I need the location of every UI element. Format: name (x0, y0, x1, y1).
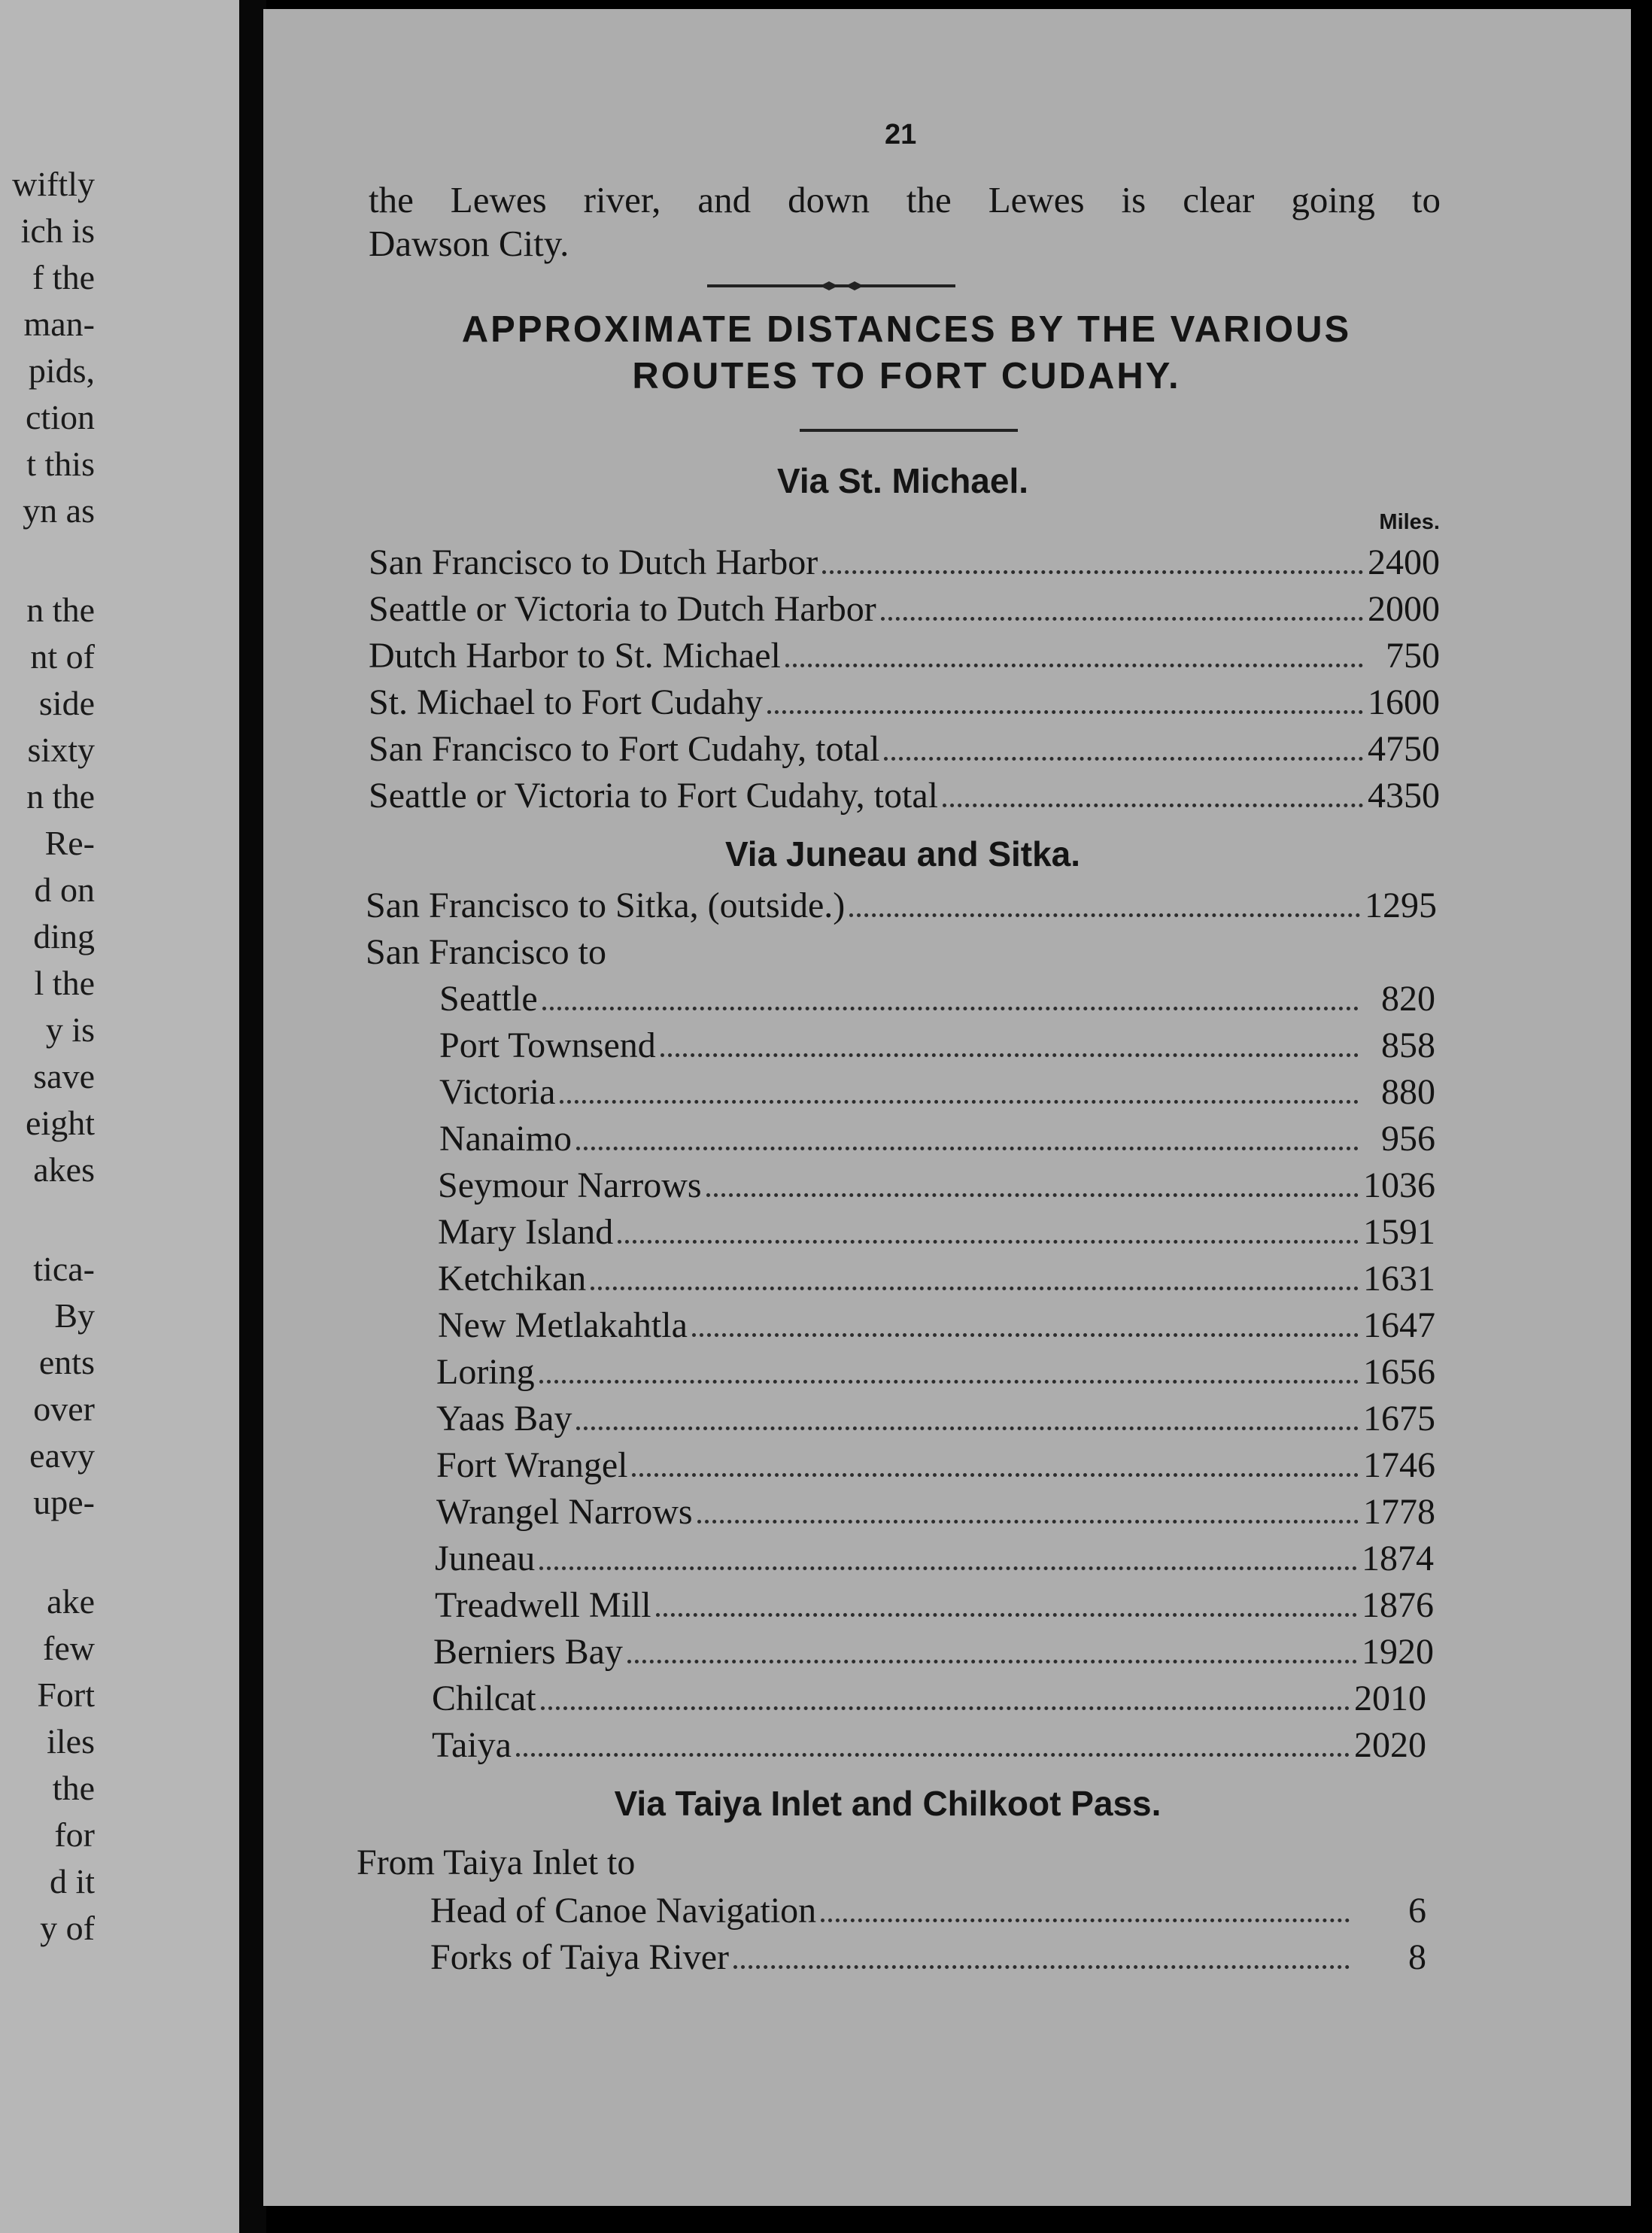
dot-leader (560, 1100, 1359, 1104)
miles-value: 1675 (1363, 1399, 1435, 1439)
dot-leader (660, 1053, 1359, 1057)
book-gutter (239, 0, 266, 2233)
miles-value: 2400 (1368, 542, 1440, 582)
route-label: San Francisco to Sitka, (outside.) (366, 886, 846, 925)
distance-row (369, 588, 1440, 630)
distance-row (439, 978, 1435, 1020)
left-page-line: wiftly (12, 165, 95, 203)
dot-leader (627, 1660, 1357, 1663)
route-label: Head of Canoe Navigation (430, 1891, 817, 1931)
miles-value: 1036 (1363, 1165, 1435, 1205)
dot-leader (943, 804, 1363, 807)
miles-value: 4750 (1368, 729, 1440, 769)
route-label: Seattle or Victoria to Fort Cudahy, total (369, 776, 938, 816)
left-page-line: eavy (29, 1436, 95, 1475)
route-label: Yaas Bay (436, 1399, 572, 1439)
left-page-line: Fort (37, 1676, 95, 1714)
left-page-line: save (33, 1057, 95, 1095)
left-page-line: ents (38, 1343, 95, 1381)
miles-value: 880 (1381, 1072, 1435, 1112)
section-heading-st-michael: Via St. Michael. (776, 461, 1029, 500)
left-page-line: y of (40, 1909, 95, 1947)
distance-row (369, 775, 1440, 817)
route-label: Dutch Harbor to St. Michael (369, 636, 781, 676)
section-heading-juneau-sitka: Via Juneau and Sitka. (724, 834, 1081, 873)
miles-value: 8 (1408, 1937, 1426, 1977)
dot-leader (733, 1965, 1350, 1969)
distance-row (436, 1491, 1435, 1533)
dot-leader (697, 1520, 1359, 1524)
dot-leader (767, 710, 1363, 714)
page-number: 21 (885, 119, 917, 150)
left-page-line: side (38, 684, 95, 722)
left-page-fragment (0, 0, 247, 2233)
route-label: Juneau (435, 1539, 536, 1578)
intro-text-line-2: Dawson City. (369, 223, 569, 264)
route-label: Chilcat (432, 1679, 536, 1718)
left-page-line: d it (49, 1862, 95, 1900)
distance-row (432, 1678, 1426, 1720)
dot-leader (881, 617, 1363, 621)
dot-leader (706, 1193, 1359, 1197)
route-label: Mary Island (438, 1212, 614, 1252)
left-page-line: n the (26, 777, 95, 816)
page-title-line-1: APPROXIMATE DISTANCES BY THE VARIOUS (461, 309, 1352, 350)
page-title-line-2: ROUTES TO FORT CUDAHY. (632, 356, 1181, 396)
miles-value: 1656 (1363, 1352, 1435, 1392)
left-page-line: d on (34, 870, 95, 909)
distance-row (439, 1118, 1435, 1160)
dot-leader (822, 570, 1363, 574)
distance-row (435, 1538, 1434, 1580)
distance-row (369, 542, 1440, 584)
route-label: Taiya (432, 1725, 512, 1765)
miles-value: 1778 (1363, 1492, 1435, 1532)
route-label: Port Townsend (439, 1025, 656, 1065)
dot-leader (539, 1566, 1357, 1570)
dot-leader (692, 1333, 1359, 1337)
dot-leader (591, 1287, 1359, 1290)
route-label: Loring (436, 1352, 535, 1392)
miles-value: 1920 (1362, 1632, 1434, 1672)
distance-row (436, 1398, 1435, 1440)
left-page-line: Re- (44, 824, 95, 862)
route-label: Ketchikan (438, 1259, 587, 1299)
left-page-line: f the (32, 258, 95, 296)
left-page-line: nt of (30, 637, 95, 676)
miles-value: 1746 (1363, 1445, 1435, 1485)
group-label: San Francisco to (366, 932, 606, 972)
miles-value: 750 (1386, 636, 1440, 676)
route-label: Forks of Taiya River (430, 1937, 730, 1977)
distance-row (369, 635, 1440, 677)
miles-value: 2020 (1354, 1725, 1426, 1765)
group-label: From Taiya Inlet to (357, 1843, 636, 1882)
route-label: Fort Wrangel (436, 1445, 628, 1485)
route-label: New Metlakahtla (438, 1305, 688, 1345)
route-label: Nanaimo (439, 1119, 572, 1159)
dot-leader (542, 1007, 1359, 1010)
miles-value: 1591 (1363, 1212, 1435, 1252)
left-page-line: ake (47, 1582, 95, 1621)
dot-leader (541, 1706, 1350, 1710)
left-page-line: sixty (27, 731, 95, 769)
miles-value: 2010 (1354, 1679, 1426, 1718)
left-page-line: man- (23, 305, 95, 343)
distance-row (439, 1025, 1435, 1067)
distance-row (433, 1631, 1434, 1673)
dot-leader (576, 1426, 1359, 1430)
miles-value: 1874 (1362, 1539, 1434, 1578)
route-label: Victoria (439, 1072, 556, 1112)
miles-value: 1647 (1363, 1305, 1435, 1345)
miles-value: 4350 (1368, 776, 1440, 816)
route-label: Berniers Bay (433, 1632, 623, 1672)
dot-leader (849, 913, 1360, 917)
left-page-line: akes (33, 1150, 95, 1189)
left-page-line: ction (26, 398, 95, 436)
route-label: Wrangel Narrows (436, 1492, 693, 1532)
dot-leader (785, 664, 1363, 667)
dot-leader (516, 1753, 1350, 1757)
route-label: San Francisco to Dutch Harbor (369, 542, 818, 582)
distance-row (438, 1258, 1435, 1300)
distance-row (430, 1937, 1426, 1979)
distance-row (366, 885, 1437, 927)
route-label: San Francisco to Fort Cudahy, total (369, 729, 880, 769)
dot-leader (884, 757, 1363, 761)
intro-text-line-1: the Lewes river, and down the Lewes is clear going to (369, 179, 1441, 220)
left-page-line: By (54, 1296, 95, 1335)
route-label: Seymour Narrows (438, 1165, 702, 1205)
miles-value: 2000 (1368, 589, 1440, 629)
route-label: Seattle (439, 979, 538, 1019)
left-page-line: tica- (33, 1250, 95, 1288)
left-page-line: t this (26, 445, 95, 483)
route-label: Treadwell Mill (435, 1585, 651, 1625)
miles-value: 820 (1381, 979, 1435, 1019)
left-page-line: over (33, 1390, 95, 1428)
left-page-line: y is (45, 1010, 95, 1049)
miles-value: 1600 (1368, 682, 1440, 722)
miles-value: 1295 (1365, 886, 1437, 925)
distance-row (438, 1165, 1435, 1207)
dot-leader (618, 1240, 1359, 1244)
section-heading-taiya-chilkoot: Via Taiya Inlet and Chilkoot Pass. (614, 1784, 1162, 1823)
miles-column-header: Miles. (1379, 510, 1440, 534)
miles-value: 1631 (1363, 1259, 1435, 1299)
distance-row (438, 1211, 1435, 1253)
dot-leader (821, 1919, 1350, 1922)
dot-leader (576, 1147, 1359, 1150)
left-page-line: l the (34, 964, 95, 1002)
miles-value: 956 (1381, 1119, 1435, 1159)
miles-value: 6 (1408, 1891, 1426, 1931)
miles-value: 1876 (1362, 1585, 1434, 1625)
distance-row (438, 1305, 1435, 1347)
route-label: Seattle or Victoria to Dutch Harbor (369, 589, 876, 629)
route-label: St. Michael to Fort Cudahy (369, 682, 763, 722)
dot-leader (539, 1380, 1359, 1384)
left-page-line: few (43, 1629, 95, 1667)
distance-row (435, 1584, 1434, 1627)
left-page-line: yn as (23, 491, 95, 530)
dot-leader (656, 1613, 1357, 1617)
dot-leader (632, 1473, 1359, 1477)
left-page-line: ding (33, 917, 95, 955)
left-page-line: the (52, 1769, 95, 1807)
left-page-line: iles (47, 1722, 95, 1761)
left-page-line: upe- (33, 1483, 95, 1521)
distance-row (436, 1445, 1435, 1487)
distance-row (369, 728, 1440, 770)
miles-value: 858 (1381, 1025, 1435, 1065)
left-page-line: ich is (20, 211, 95, 250)
title-rule (800, 429, 1018, 432)
distance-row (439, 1071, 1435, 1113)
distance-row (432, 1724, 1426, 1767)
distance-row (369, 682, 1440, 724)
left-page-line: eight (26, 1104, 95, 1142)
left-page-line: n the (26, 591, 95, 629)
left-page-line: for (54, 1815, 95, 1854)
ornamental-divider (707, 275, 955, 298)
distance-row (430, 1890, 1426, 1932)
left-page-line: pids, (28, 351, 95, 390)
distance-row (436, 1351, 1435, 1393)
